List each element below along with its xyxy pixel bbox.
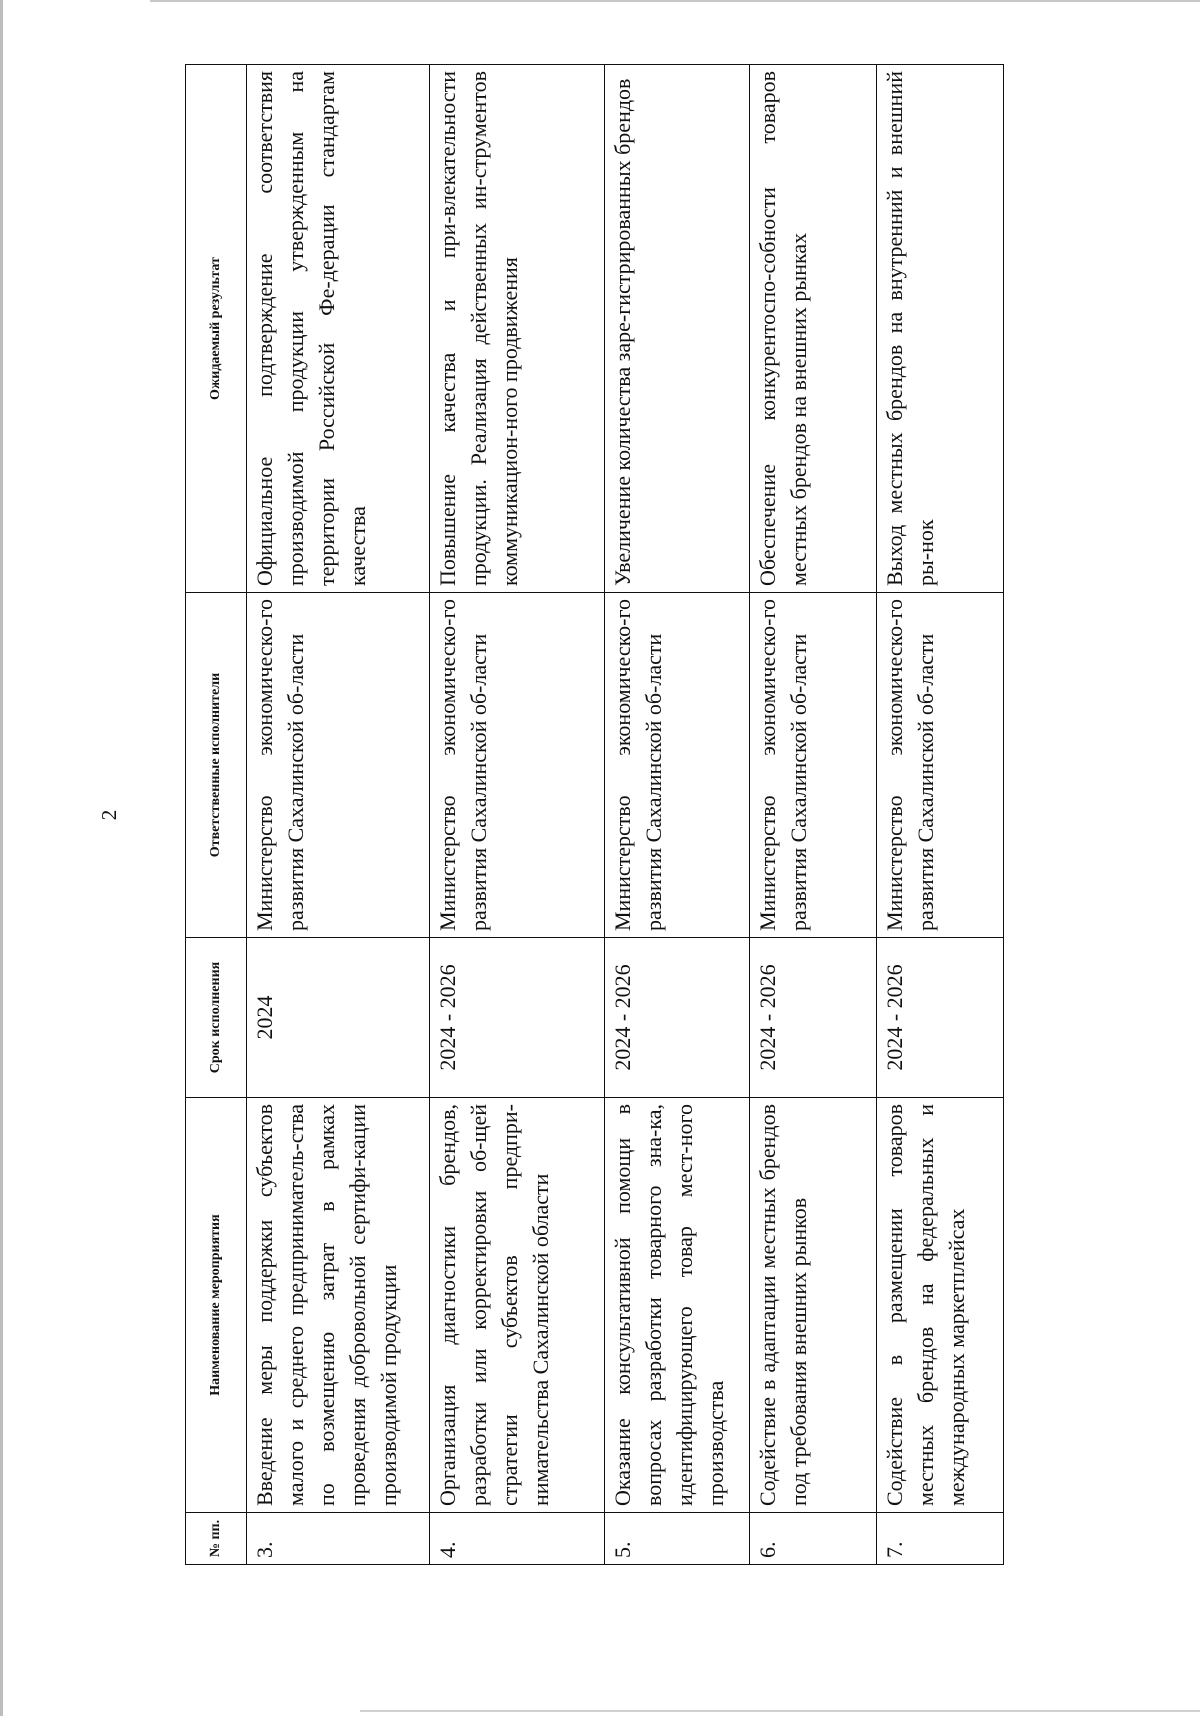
row-num: 4. [430,1513,605,1565]
row-name: Введение меры поддержки субъектов малого и среднего предприниматель-ства по возмещению затрат в рамках проведения добровольной сертифи-кации производимой продукции [247,1098,430,1513]
row-responsible: Министерство экономическо-го развития Сахалинской об-ласти [247,593,430,938]
header-result: Ожидаемый результат [186,65,247,593]
row-term: 2024 - 2026 [877,938,1004,1098]
table-row [247,65,430,1565]
measures-table [185,64,1004,1565]
row-term: 2024 - 2026 [605,938,750,1098]
row-result: Увеличение количества заре-гистрированных брендов [605,65,750,593]
scan-edge-top [150,0,1200,2]
row-num: 7. [877,1513,1004,1565]
row-result: Повышение качества и при-влекательности продукции. Реализация действенных ин-струментов коммуникацион-ного продвижения [430,65,605,593]
row-result: Официальное подтверждение соответствия производимой продукции утвержденным на территории Российской Фе-дерации стандартам качества [247,65,430,593]
row-responsible: Министерство экономическо-го развития Сахалинской об-ласти [605,593,750,938]
row-term: 2024 - 2026 [430,938,605,1098]
row-term: 2024 - 2026 [750,938,877,1098]
header-responsible: Ответственные исполнители [186,593,247,938]
table-header-row [186,65,247,1565]
row-num: 3. [247,1513,430,1565]
row-responsible: Министерство экономическо-го развития Сахалинской об-ласти [430,593,605,938]
table-row [605,65,750,1565]
row-responsible: Министерство экономическо-го развития Сахалинской об-ласти [877,593,1004,938]
rotated-page [97,65,1065,1565]
row-result: Выход местных брендов на внутренний и внешний ры-нок [877,65,1004,593]
row-term: 2024 [247,938,430,1098]
header-name: Наименование мероприятия [186,1098,247,1513]
scan-edge-bottom [360,1710,1200,1712]
row-num: 5. [605,1513,750,1565]
page-number: 2 [97,809,121,821]
row-result: Обеспечение конкурентоспо-собности товаров местных брендов на внешних рынках [750,65,877,593]
table-row [750,65,877,1565]
row-name: Оказание консультативной помощи в вопросах разработки товарного зна-ка, идентифицирующего товар мест-ного производства [605,1098,750,1513]
scan-edge-left [0,0,3,1716]
row-num: 6. [750,1513,877,1565]
row-responsible: Министерство экономическо-го развития Сахалинской об-ласти [750,593,877,938]
row-name: Организация диагностики брендов, разработки или корректировки об-щей стратегии субъектов предпри-нимательства Сахалинской области [430,1098,605,1513]
row-name: Содействие в размещении товаров местных брендов на федеральных и международных маркетплейсах [877,1098,1004,1513]
row-name: Содействие в адаптации местных брендов под требования внешних рынков [750,1098,877,1513]
header-term: Срок исполнения [186,938,247,1098]
table-row [430,65,605,1565]
table-row [877,65,1004,1565]
header-num: № пп. [186,1513,247,1565]
